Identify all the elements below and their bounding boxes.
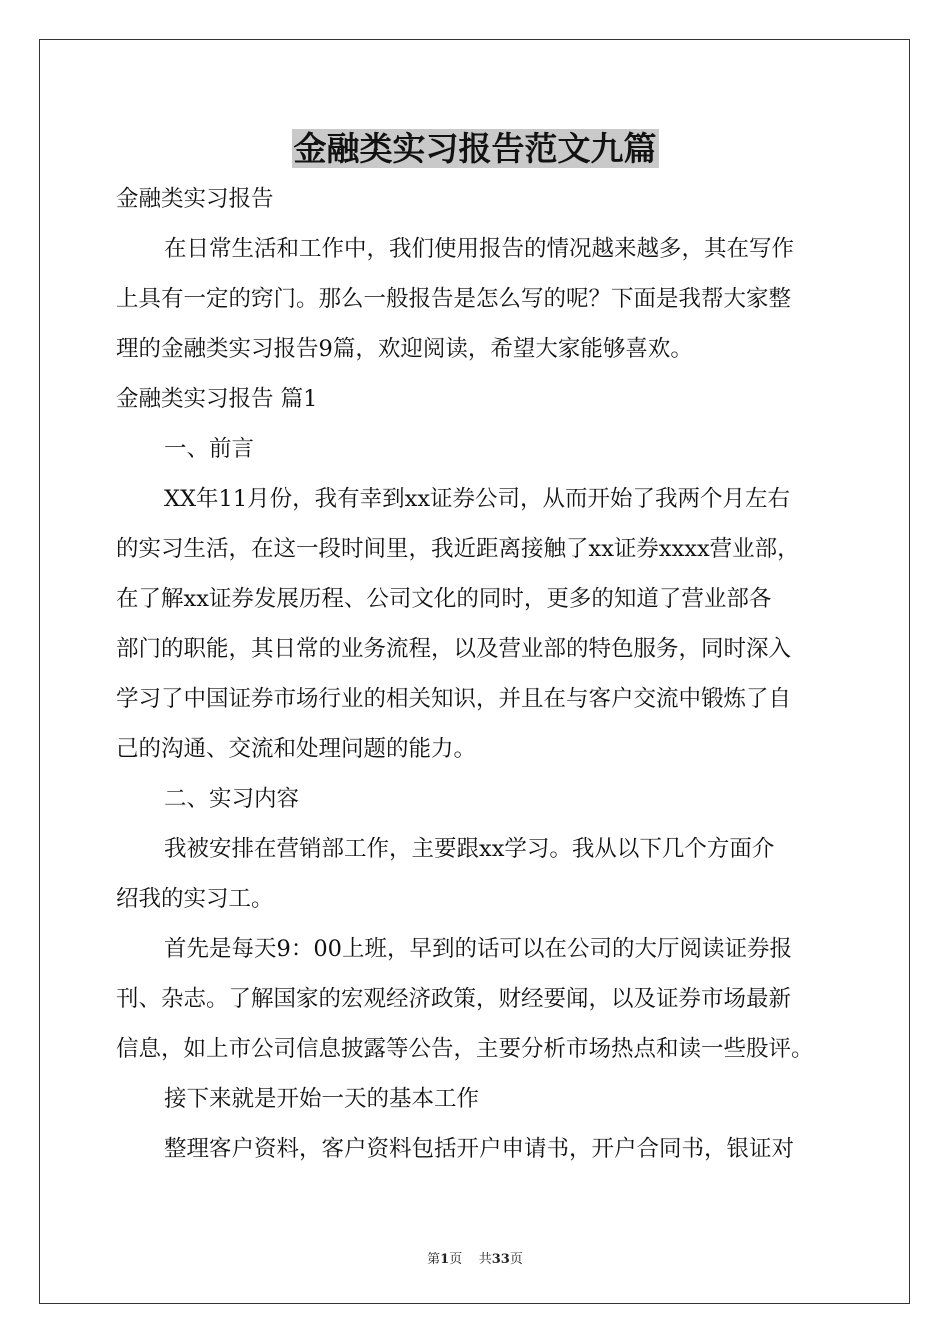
subsection-heading: 一、前言 bbox=[164, 436, 255, 462]
paragraph-line: 上具有一定的窍门。那么一般报告是怎么写的呢？下面是我帮大家整 bbox=[116, 286, 792, 312]
footer-mid: 页 共 bbox=[449, 1252, 492, 1267]
footer-suffix: 页 bbox=[509, 1252, 523, 1267]
paragraph-line: 部门的职能，其日常的业务流程，以及营业部的特色服务，同时深入 bbox=[116, 636, 792, 662]
paragraph-line: 绍我的实习工。 bbox=[116, 886, 274, 912]
paragraph-line: 己的沟通、交流和处理问题的能力。 bbox=[116, 736, 477, 762]
paragraph-line: 在日常生活和工作中，我们使用报告的情况越来越多，其在写作 bbox=[164, 236, 795, 262]
paragraph-line: 我被安排在营销部工作，主要跟xx学习。我从以下几个方面介 bbox=[164, 836, 775, 862]
paragraph-line: 刊、杂志。了解国家的宏观经济政策，财经要闻，以及证券市场最新 bbox=[116, 986, 792, 1012]
paragraph-line: 金融类实习报告 bbox=[116, 186, 274, 212]
paragraph-line: 信息，如上市公司信息披露等公告，主要分析市场热点和读一些股评。 bbox=[116, 1036, 814, 1062]
paragraph-line: 理的金融类实习报告9篇，欢迎阅读，希望大家能够喜欢。 bbox=[116, 336, 693, 362]
document-title-wrap bbox=[0, 128, 950, 170]
paragraph-line: XX年11月份，我有幸到xx证券公司，从而开始了我两个月左右 bbox=[164, 486, 791, 512]
paragraph-line: 的实习生活，在这一段时间里，我近距离接触了xx证券xxxx营业部， bbox=[116, 536, 800, 562]
paragraph-line: 学习了中国证券市场行业的相关知识，并且在与客户交流中锻炼了自 bbox=[116, 686, 792, 712]
paragraph-line: 整理客户资料，客户资料包括开户申请书，开户合同书，银证对 bbox=[164, 1136, 795, 1162]
paragraph-line: 首先是每天9：00上班，早到的话可以在公司的大厅阅读证券报 bbox=[164, 936, 792, 962]
footer-total-pages: 33 bbox=[491, 1252, 510, 1267]
paragraph-line: 在了解xx证券发展历程、公司文化的同时，更多的知道了营业部各 bbox=[116, 586, 772, 612]
paragraph-line: 接下来就是开始一天的基本工作 bbox=[164, 1086, 480, 1112]
section-heading: 金融类实习报告 篇1 bbox=[116, 386, 318, 412]
document-title: 金融类实习报告范文九篇 bbox=[293, 129, 657, 168]
page-border bbox=[39, 39, 910, 1304]
footer-prefix: 第 bbox=[427, 1252, 441, 1267]
page-footer bbox=[0, 1248, 950, 1267]
footer-current-page: 1 bbox=[440, 1252, 450, 1267]
subsection-heading: 二、实习内容 bbox=[164, 786, 300, 812]
